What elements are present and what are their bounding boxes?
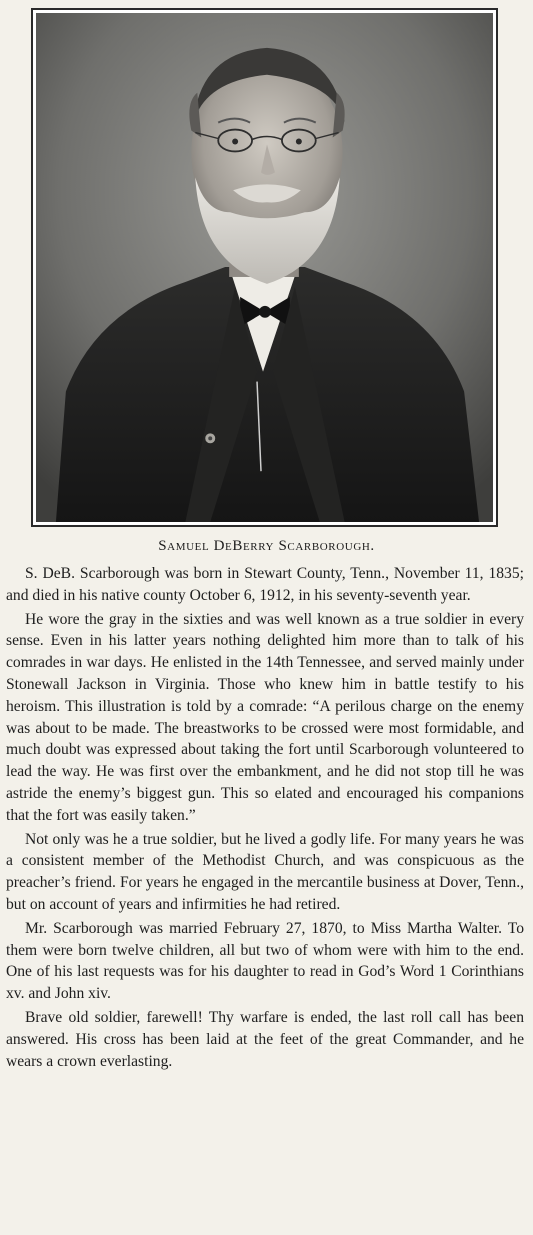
portrait-photo-frame [31, 8, 498, 527]
paragraph-family: Mr. Scarborough was married February 27, 1870, to Miss Martha Walter. To them were born twelve children, all but two of whom were with him to the end. One of his last requests was for his daughter to read in God’s Word 1 Corinthians xv. and John xiv. [6, 919, 524, 1003]
portrait-photo [36, 13, 493, 522]
paragraph-godly-life: Not only was he a true soldier, but he lived a godly life. For many years he was a consistent member of the Methodist Church, and was conspicuous as the preacher’s friend. For years he engaged in the mercantile business at Dover, Tenn., but on account of years and infirmities he had retired. [6, 830, 524, 913]
obituary-article [6, 563, 524, 1074]
paragraph-birth-death: S. DeB. Scarborough was born in Stewart County, Tenn., November 11, 1835; and died in his native county October 6, 1912, in his seventy-seventh year. [6, 565, 524, 604]
photo-caption: Samuel DeBerry Scarborough. [158, 538, 375, 554]
paragraph-farewell: Brave old soldier, farewell! Thy warfare is ended, the last roll call has been answered. His cross has been laid at the feet of the great Commander, and he wears a crown everlasting. [6, 1008, 524, 1070]
paragraph-war-service: He wore the gray in the sixties and was well known as a true soldier in every sense. Even in his latter years nothing delighted him more than to talk of his comrades in war days. He enlisted in the 14th Tennessee, and served mainly under Stonewall Jackson in Virginia. Those who knew him in battle testify to his heroism. This illustration is told by a comrade: “A perilous charge on the enemy was about to be made. The breastworks to be crossed were most formidable, and much doubt was expressed about taking the fort until Scarborough volunteered to lead the way. He was first over the embankment, and he did not stop till he was astride the enemy’s biggest gun. This so elated and encouraged his companions that the fort was easily taken.” [6, 610, 524, 824]
